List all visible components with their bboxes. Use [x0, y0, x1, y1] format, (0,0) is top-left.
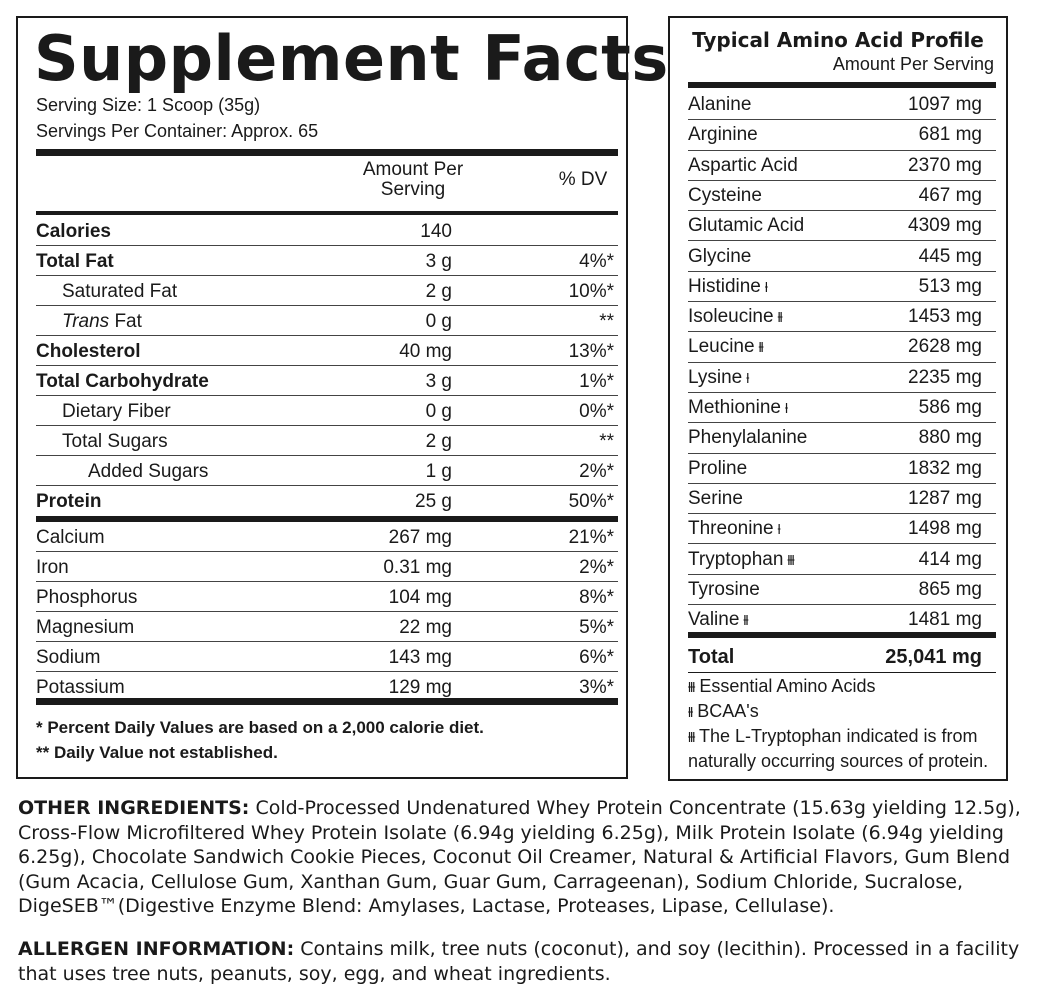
amino-name: Aspartic Acid [688, 154, 798, 176]
servings-per-container: Servings Per Container: Approx. 65 [36, 121, 319, 141]
nutrient-dv: 1%* [579, 371, 614, 392]
amino-total-rule [688, 672, 996, 673]
nutrient-row [36, 396, 618, 426]
thick-rule-protein [36, 516, 618, 522]
nutrient-amount: 3 g [425, 371, 452, 392]
nutrient-name: Cholesterol [36, 341, 141, 362]
nutrient-name: Dietary Fiber [62, 401, 171, 422]
nutrient-row [36, 276, 618, 306]
amino-row [688, 545, 996, 575]
amino-name-cell [688, 246, 751, 268]
amino-row [688, 363, 996, 393]
amino-thick-rule-bottom [688, 632, 996, 638]
amino-mark: ƚƚ [758, 339, 763, 356]
amino-row [688, 272, 996, 302]
amino-name-cell [688, 397, 787, 419]
amino-value: 414 mg [918, 548, 982, 570]
amino-mark: ƚ [746, 369, 749, 386]
nutrient-row [36, 642, 618, 672]
amino-value: 467 mg [918, 184, 982, 206]
amino-mark: ƚƚ [743, 612, 748, 629]
amino-total-label: Total [688, 646, 735, 668]
nutrient-amount: 104 mg [388, 587, 452, 608]
amino-mark: ƚ [784, 400, 788, 416]
other-ingredients-label: OTHER INGREDIENTS: [18, 797, 250, 819]
amino-row [688, 575, 996, 605]
amino-name-cell [688, 336, 763, 358]
nutrient-name-rest: Fat [109, 311, 142, 332]
nutrient-row [36, 612, 618, 642]
nutrient-amount: 143 mg [388, 647, 452, 668]
nutrient-amount: 3 g [425, 251, 452, 272]
amino-row [688, 514, 996, 544]
nutrient-row [36, 426, 618, 456]
amino-value: 1832 mg [908, 457, 982, 479]
nutrient-amount: 40 mg [399, 341, 452, 362]
amino-subtitle: Amount Per Serving [832, 54, 994, 74]
nutrient-row [36, 306, 618, 336]
amino-name: Alanine [688, 94, 752, 115]
amino-name: Proline [688, 457, 748, 479]
amino-title: Typical Amino Acid Profile [692, 28, 984, 52]
nutrient-dv: 10%* [568, 281, 614, 302]
amino-value: 1097 mg [908, 94, 982, 115]
amino-name-cell [688, 549, 794, 571]
note-essential-mark: ƚƚƚ [688, 679, 695, 695]
nutrient-amount: 1 g [425, 461, 452, 482]
amino-value: 865 mg [918, 578, 982, 600]
amino-row [688, 605, 996, 635]
amino-row [688, 181, 996, 211]
amino-mark: ƚ [777, 521, 780, 538]
amino-row [688, 211, 996, 241]
amino-value: 1481 mg [908, 609, 982, 631]
note-bcaa-mark: ƚƚ [688, 704, 693, 720]
nutrient-dv: 5%* [579, 617, 614, 638]
amino-name: Valine [688, 609, 740, 631]
nutrient-dv: 8%* [579, 587, 614, 608]
amino-name-cell [688, 458, 747, 480]
amino-name-cell [688, 276, 767, 298]
amino-row [688, 332, 996, 362]
nutrient-amount: 25 g [415, 491, 452, 512]
nutrient-name: Protein [36, 491, 102, 512]
nutrient-name: Total Sugars [62, 431, 168, 452]
amino-value: 4309 mg [908, 215, 982, 237]
amino-name-cell [688, 215, 804, 237]
nutrient-name: Calories [36, 221, 111, 242]
nutrient-name: Phosphorus [36, 587, 138, 608]
amino-name: Glycine [688, 245, 752, 267]
amino-value: 1498 mg [908, 518, 982, 540]
amino-name: Leucine [688, 336, 755, 358]
amino-name: Histidine [688, 275, 761, 297]
thick-rule-top [36, 149, 618, 156]
amino-value: 2370 mg [908, 154, 982, 176]
allergen-label: ALLERGEN INFORMATION: [18, 938, 295, 960]
nutrient-name: Iron [36, 557, 69, 578]
amino-name: Cysteine [688, 184, 762, 206]
footnote-daily-values: * Percent Daily Values are based on a 2,000 calorie diet. [36, 718, 484, 737]
note-tryptophan [688, 726, 978, 747]
nutrient-dv: 6%* [579, 647, 614, 668]
note-essential-text: Essential Amino Acids [699, 676, 876, 696]
nutrient-name [62, 311, 142, 333]
amino-value: 586 mg [918, 397, 982, 418]
supplement-facts-panel [16, 16, 669, 779]
amino-row [688, 484, 996, 514]
nutrient-row [36, 216, 618, 246]
nutrient-name-italic: Trans [62, 311, 110, 332]
amino-acid-panel [668, 16, 1008, 781]
nutrient-name: Added Sugars [88, 461, 209, 482]
nutrient-row [36, 246, 618, 276]
other-ingredients-text: Cold-Processed Undenatured Whey Protein Concentrate (15.63g yielding 12.5g), Cross-Flow Microfiltered Whey Protein Isolate (6.94g yielding 6.25g), Milk Protein Isolate (6.94g yielding 6.25g), Chocolate Sandwich Cookie Pieces, Coconut Oil Creamer, Natural & Artificial Flavors, Gum Blend (Gum Acacia, Cellulose Gum, Xanthan Gum, Guar Gum, Carrageenan), Sodium Chloride, Sucralose, DigeSEB™(Digestive Enzyme Blend: Amylases, Lactase, Proteases, Lipase, Cellulase). [18, 797, 1021, 917]
nutrient-amount: 140 [420, 221, 452, 242]
amino-mark: ƚƚƚ [787, 551, 794, 568]
nutrient-amount: 267 mg [388, 527, 452, 548]
nutrient-row [36, 486, 618, 516]
nutrient-dv: 50%* [568, 491, 614, 512]
note-tryptophan-mark: ƚƚƚ [688, 729, 695, 745]
amino-mark: ƚ [764, 278, 767, 295]
nutrient-name: Potassium [36, 677, 125, 698]
amino-value: 1287 mg [908, 487, 982, 509]
note-tryptophan-text: The L-Tryptophan indicated is from [699, 726, 978, 746]
amino-name-cell [688, 518, 780, 540]
amino-name-cell [688, 427, 807, 449]
nutrient-amount: 129 mg [388, 677, 452, 698]
nutrient-name: Total Fat [36, 251, 114, 272]
amino-name: Arginine [688, 124, 758, 146]
nutrient-amount: 2 g [425, 281, 452, 302]
amino-value: 2628 mg [908, 336, 982, 358]
nutrient-amount: 0 g [425, 401, 452, 422]
amino-thick-rule-top [688, 82, 996, 88]
amino-row [688, 454, 996, 484]
amino-value: 681 mg [918, 124, 982, 146]
col-header-dv: % DV [558, 169, 608, 190]
nutrient-amount: 0.31 mg [383, 557, 452, 578]
note-tryptophan-cont: naturally occurring sources of protein. [688, 751, 989, 771]
other-ingredients [18, 796, 1028, 919]
nutrient-dv: ** [599, 311, 614, 332]
amino-row [688, 302, 996, 332]
nutrient-dv: 3%* [579, 677, 614, 698]
amino-name: Methionine [688, 397, 781, 418]
note-bcaa-text: BCAA's [697, 701, 759, 721]
amino-name: Phenylalanine [688, 427, 808, 449]
nutrient-name: Saturated Fat [62, 281, 178, 302]
thick-rule-bottom [36, 698, 618, 705]
footnote-not-established: ** Daily Value not established. [36, 743, 278, 762]
amino-row [688, 242, 996, 272]
amino-name: Tryptophan [688, 548, 784, 570]
amino-row [688, 393, 996, 423]
amino-total-value: 25,041 mg [885, 646, 982, 668]
amino-name-cell [688, 155, 798, 177]
note-essential [688, 676, 875, 697]
amino-value: 880 mg [918, 427, 982, 449]
nutrient-dv: 4%* [579, 251, 614, 272]
amino-value: 1453 mg [908, 306, 982, 328]
nutrient-row [36, 552, 618, 582]
amino-name-cell [688, 367, 748, 389]
amino-name-cell [688, 124, 758, 146]
nutrient-dv: 2%* [579, 557, 614, 578]
amino-name-cell [688, 306, 782, 328]
nutrient-dv: 0%* [579, 401, 614, 422]
allergen-text: Contains milk, tree nuts (coconut), and soy (lecithin). Processed in a facility that uses tree nuts, peanuts, soy, egg, and wheat ingredients. [18, 938, 1020, 985]
amino-name-cell [688, 94, 751, 116]
serving-size: Serving Size: 1 Scoop (35g) [36, 95, 261, 115]
nutrient-row [36, 366, 618, 396]
col-header-amount: Amount Per Serving [362, 159, 464, 200]
nutrient-dv: ** [599, 431, 614, 452]
nutrient-row [36, 456, 618, 486]
allergen-information [18, 937, 1028, 986]
amino-name: Serine [688, 487, 743, 509]
amino-name-cell [688, 488, 743, 510]
amino-name-cell [688, 609, 748, 631]
amino-name-cell [688, 185, 762, 207]
amino-value: 445 mg [918, 245, 982, 267]
amino-row [688, 423, 996, 453]
nutrient-name: Calcium [36, 527, 105, 548]
amino-row [688, 120, 996, 150]
amino-value: 2235 mg [908, 366, 982, 388]
amino-row [688, 90, 996, 120]
nutrient-dv: 2%* [579, 461, 614, 482]
amino-mark: ƚƚ [777, 309, 782, 326]
nutrient-dv: 13%* [568, 341, 614, 362]
amino-name: Glutamic Acid [688, 215, 805, 237]
amino-name: Isoleucine [688, 306, 774, 328]
amino-name: Lysine [688, 366, 743, 388]
nutrient-row [36, 582, 618, 612]
nutrient-amount: 22 mg [399, 617, 452, 638]
nutrient-name: Total Carbohydrate [36, 371, 209, 392]
nutrient-amount: 2 g [425, 431, 452, 452]
amino-value: 513 mg [918, 275, 982, 297]
nutrient-row [36, 336, 618, 366]
nutrient-dv: 21%* [568, 527, 614, 548]
nutrient-name: Magnesium [36, 617, 135, 638]
nutrient-row [36, 522, 618, 552]
amino-name-cell [688, 579, 760, 601]
nutrient-name: Sodium [36, 647, 101, 668]
amino-row [688, 151, 996, 181]
nutrient-amount: 0 g [425, 311, 452, 332]
rule-under-header [36, 211, 618, 215]
amino-name: Threonine [688, 518, 774, 540]
note-bcaa [688, 701, 759, 722]
facts-title: Supplement Facts [34, 22, 669, 95]
amino-name: Tyrosine [688, 578, 760, 600]
